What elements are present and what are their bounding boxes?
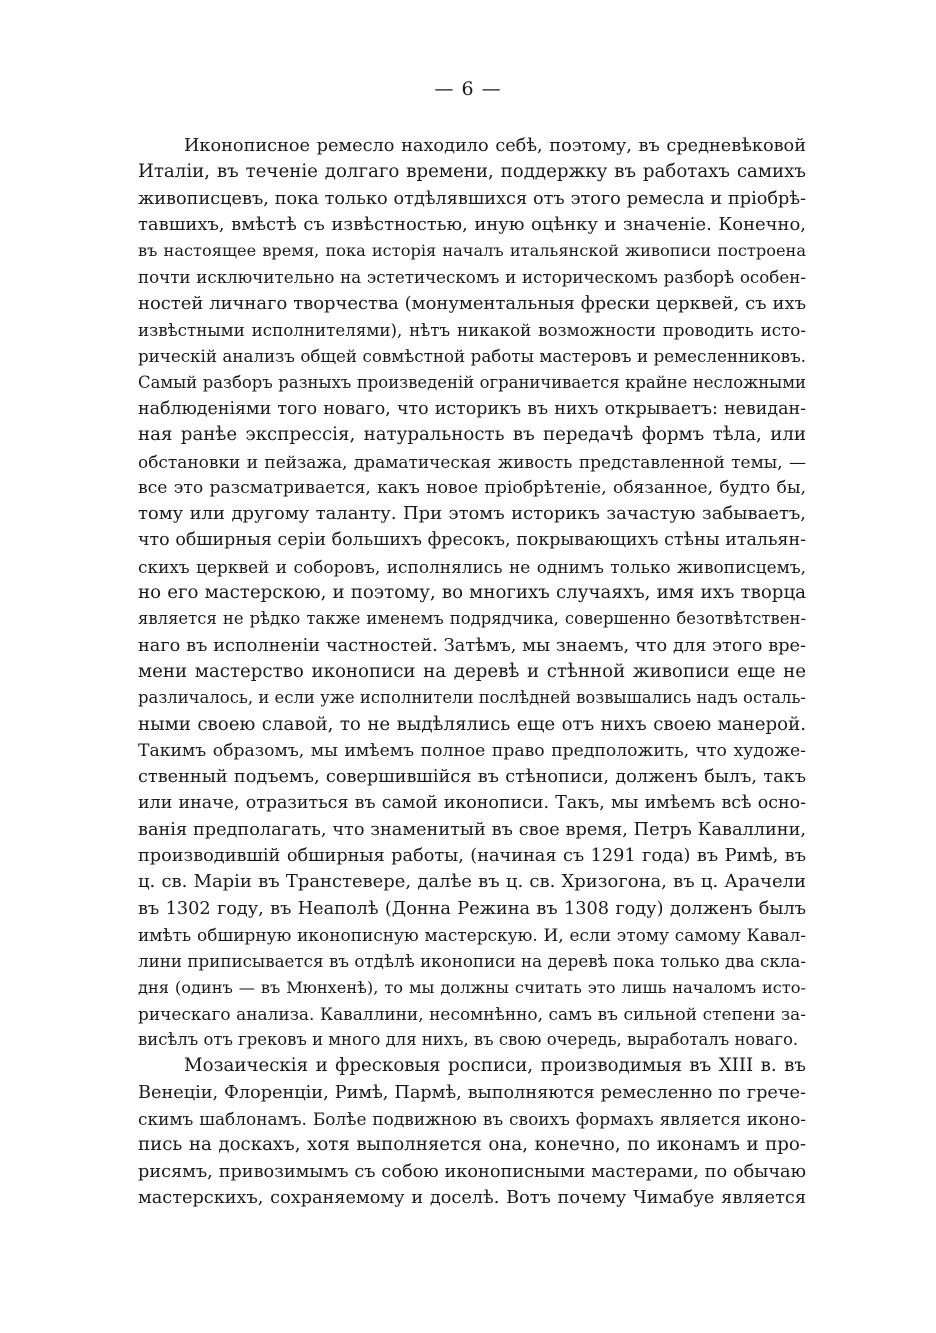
text-line: производившій обширныя работы, (начиная съ 1291 года) въ Римѣ, въ <box>138 846 806 867</box>
text-line: Самый разборъ разныхъ произведеній ограничивается крайне несложными <box>138 372 806 392</box>
text-line: Италіи, въ теченіе долгаго времени, поддержку въ работахъ самихъ <box>138 161 806 183</box>
text-line: Венеціи, Флоренціи, Римѣ, Пармѣ, выполняются ремесленно по грече- <box>138 1082 806 1103</box>
paragraph-2 <box>138 1053 806 1211</box>
paragraph-1 <box>138 133 806 1053</box>
text-line: Мозаическія и фресковыя росписи, производимыя въ XIII в. въ <box>184 1055 806 1077</box>
text-line: живописцевъ, пока только отдѣлявшихся отъ этого ремесла и пріобрѣ- <box>138 188 806 209</box>
text-line: ностей личнаго творчества (монументальныя фрески церквей, съ ихъ <box>138 292 806 314</box>
text-line: но его мастерскою, и поэтому, во многихъ случаяхъ, имя ихъ творца <box>138 582 806 604</box>
text-line: скимъ шаблонамъ. Болѣе подвижною въ своихъ формахъ является иконо- <box>138 1108 806 1129</box>
body-text <box>138 133 806 1211</box>
text-line: ными своею славой, то не выдѣлялись еще отъ нихъ своею манерой. <box>138 713 806 735</box>
text-line: тавшихъ, вмѣстѣ съ извѣстностью, иную оцѣнку и значеніе. Конечно, <box>138 213 806 235</box>
text-line: Иконописное ремесло находило себѣ, поэтому, въ средневѣковой <box>184 136 806 156</box>
text-line: обстановки и пейзажа, драматическая живость представленной темы, — <box>138 451 806 472</box>
text-line: лини приписывается въ отдѣлѣ иконописи на деревѣ пока только два скла- <box>138 951 806 972</box>
text-line: наблюденіями того новаго, что историкъ въ нихъ открываетъ: невидан- <box>138 398 806 419</box>
text-line: въ 1302 году, въ Неаполѣ (Донна Режина въ 1308 году) долженъ былъ <box>138 898 806 919</box>
text-line: дня (одинъ — въ Мюнхенѣ), то мы должны считать это лишь началомъ исто- <box>138 977 806 997</box>
text-line: скихъ церквей и соборовъ, исполнялись не однимъ только живописцемъ, <box>138 556 806 577</box>
text-line: наго въ исполненіи частностей. Затѣмъ, мы знаемъ, что для этого вре- <box>138 635 806 656</box>
text-line: тому или другому таланту. При этомъ историкъ зачастую забываетъ, <box>138 503 806 525</box>
text-line: мастерскихъ, сохраняемому и доселѣ. Вотъ почему Чимабуе является <box>138 1187 806 1208</box>
text-line: пись на доскахъ, хотя выполняется она, конечно, по иконамъ и про- <box>138 1134 806 1156</box>
text-line: въ настоящее время, пока исторія началъ итальянской живописи построена <box>138 241 806 261</box>
text-line: имѣть обширную иконописную мастерскую. И, если этому самому Кавал- <box>138 924 806 945</box>
text-line: ц. св. Маріи въ Транстевере, далѣе въ ц. св. Хризогона, въ ц. Арачели <box>138 871 806 893</box>
text-line: ственный подъемъ, совершившійся въ стѣнописи, долженъ былъ, такъ <box>138 767 806 788</box>
text-line: Такимъ образомъ, мы имѣемъ полное право предположить, что художе- <box>138 740 806 761</box>
text-line: почти исключительно на эстетическомъ и историческомъ разборѣ особен- <box>138 267 806 288</box>
text-line: рическаго анализа. Каваллини, несомнѣнно, самъ въ сильной степени за- <box>138 1003 806 1024</box>
text-line: ная ранѣе экспрессія, натуральность въ передачѣ формъ тѣла, или <box>138 424 806 446</box>
text-line: висѣлъ отъ грековъ и много для нихъ, въ свою очередь, выработалъ новаго. <box>138 1030 799 1050</box>
page-number: — 6 — <box>434 78 502 100</box>
text-line: рическій анализъ общей совмѣстной работы мастеровъ и ремесленниковъ. <box>138 346 806 367</box>
text-line: ванія предполагать, что знаменитый въ свое время, Петръ Каваллини, <box>138 819 806 840</box>
text-line: все это разсматривается, какъ новое пріобрѣтеніе, обязанное, будто бы, <box>138 477 806 498</box>
text-line: рисямъ, привозимымъ съ собою иконописными мастерами, по обычаю <box>138 1161 806 1182</box>
text-line: является не рѣдко также именемъ подрядчика, совершенно безотвѣтствен- <box>138 609 806 629</box>
text-line: различалось, и если уже исполнители послѣдней возвышались надъ осталь- <box>138 688 806 708</box>
text-line: или иначе, отразиться въ самой иконописи. Такъ, мы имѣемъ всѣ осно- <box>138 793 806 814</box>
text-line: мени мастерство иконописи на деревѣ и стѣнной живописи еще не <box>138 660 806 682</box>
text-line: извѣстными исполнителями), нѣтъ никакой возможности проводить исто- <box>138 320 806 341</box>
text-line: что обширныя серіи большихъ фресокъ, покрывающихъ стѣны итальян- <box>138 530 806 551</box>
